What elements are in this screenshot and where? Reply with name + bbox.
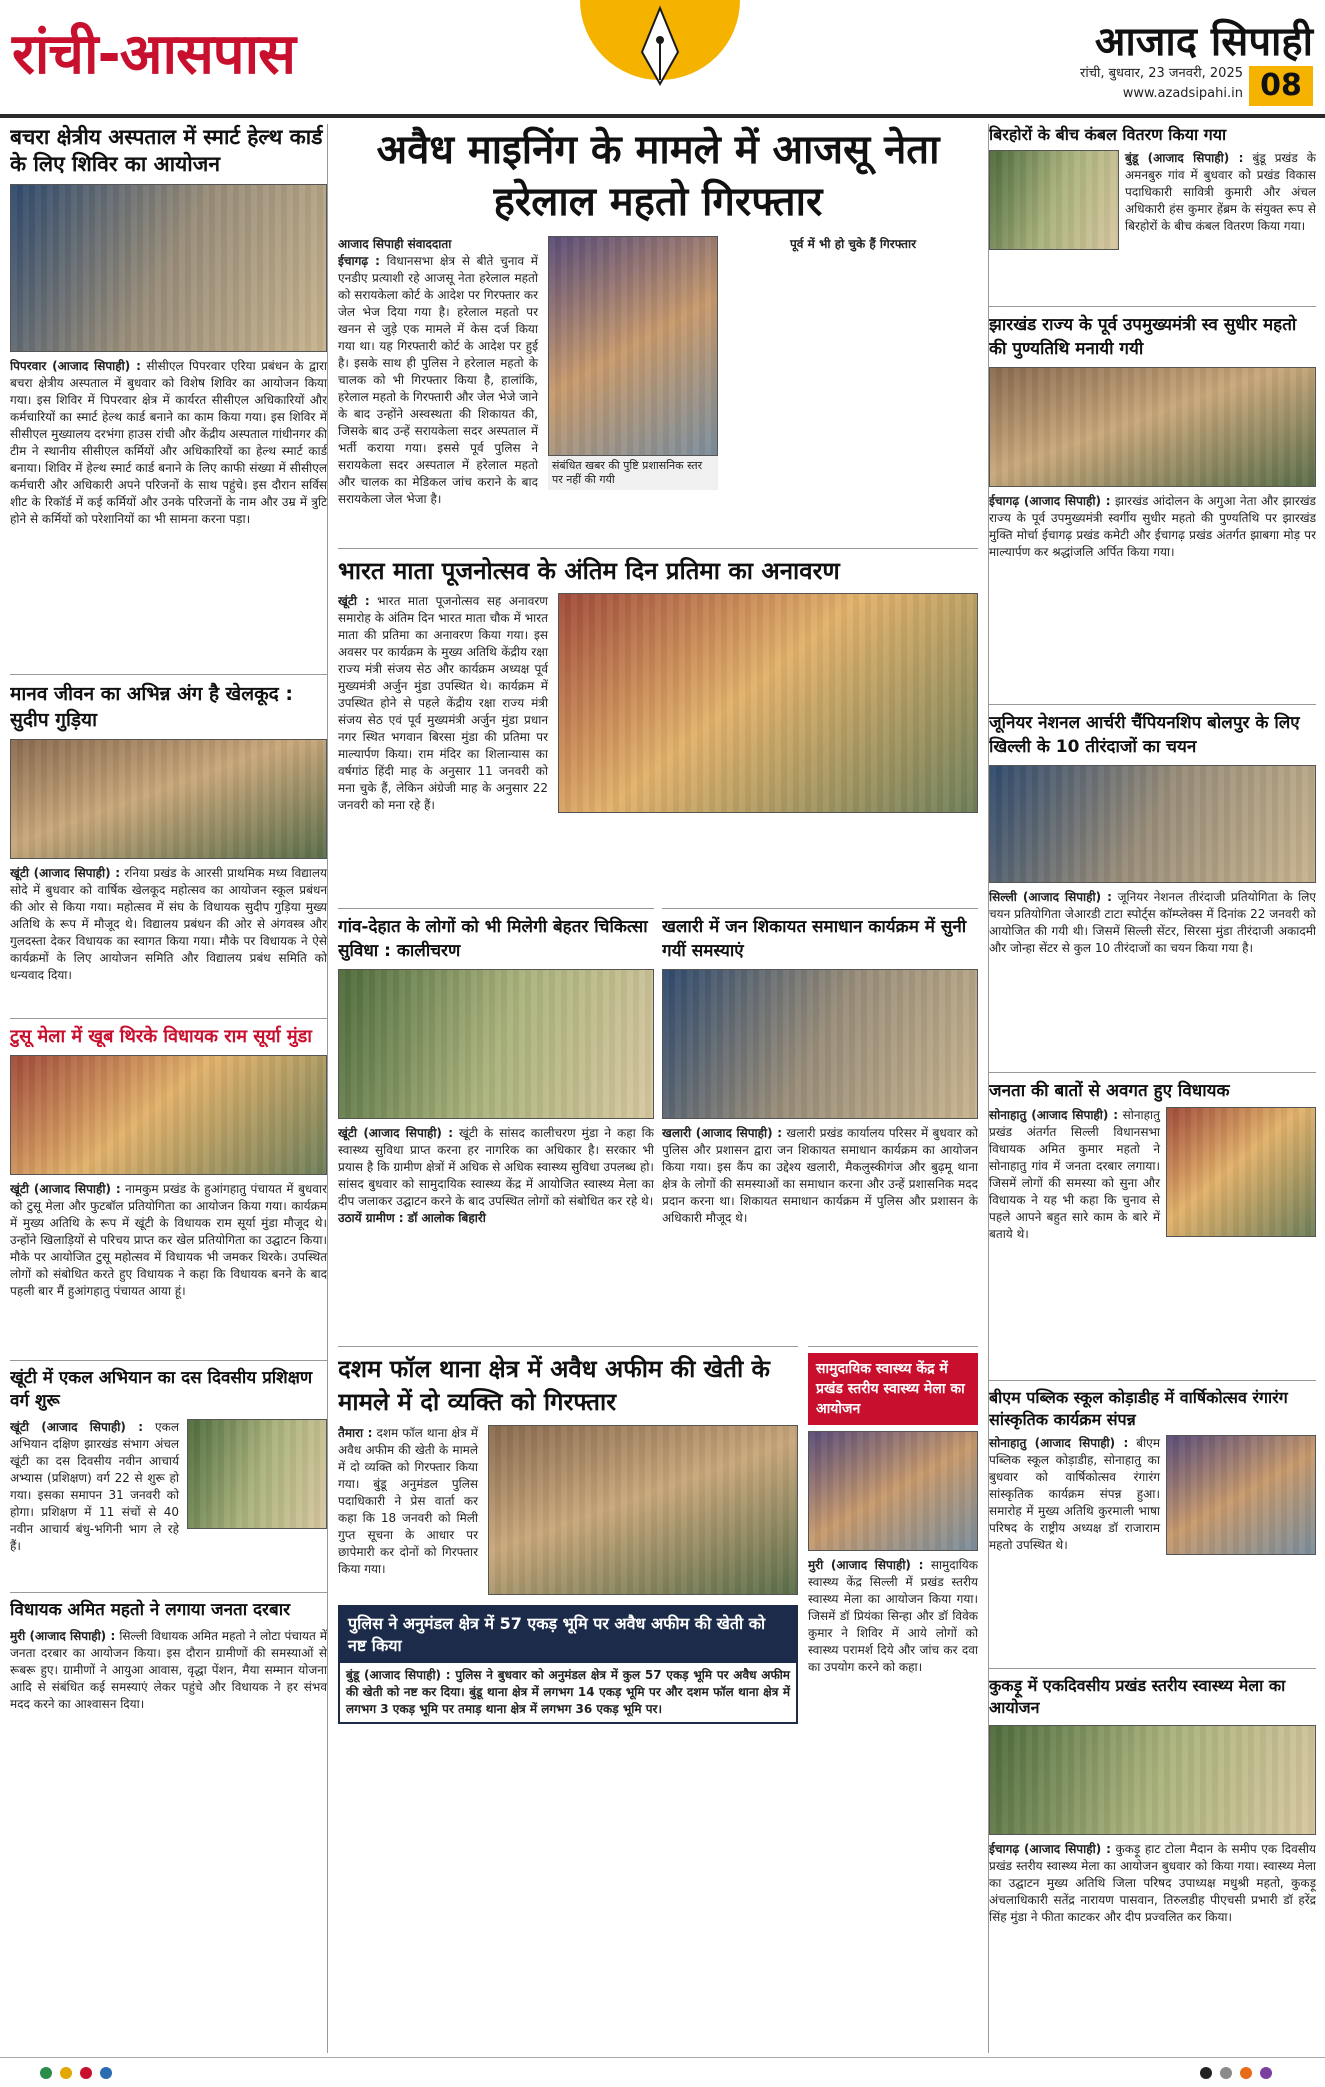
color-dot [1260, 2067, 1272, 2079]
news-photo [10, 1055, 327, 1175]
story-body: खूंटी (आजाद सिपाही) : खूंटी के सांसद कालीचरण मुंडा ने कहा कि स्वास्थ्य सुविधा प्राप्त करना हर नागरिक का अधिकार है। सरकार भी प्रयास है कि ग्रामीण क्षेत्रों में अधिक से अधिक स्वास्थ्य सुविधा उपलब्ध हो। सांसद बुधवार को सामुदायिक स्वास्थ्य केंद्र में आयोजित स्वास्थ्य मेला का दीप जलाकर उद्घाटन करने के बाद उपस्थित लोगों को संबोधित कर रहे थे। [338, 1126, 654, 1208]
pen-nib-emblem-icon [560, 0, 760, 100]
news-photo [10, 739, 327, 859]
middle-column [338, 124, 978, 2053]
news-photo [488, 1425, 798, 1595]
headline: मानव जीवन का अभिन्न अंग है खेलकूद : सुदीप गुड़िया [10, 683, 293, 731]
lead-photo [548, 236, 718, 456]
photo-caption: संबंधित खबर की पुष्टि प्रशासनिक स्तर पर नहीं की गयी [548, 456, 718, 490]
lead-story [338, 124, 978, 542]
story-ekal-training [10, 1360, 327, 1584]
box-headline: पुलिस ने अनुमंडल क्षेत्र में 57 एकड़ भूमि पर अवैध अफीम की खेती को नष्ट किया [340, 1607, 796, 1663]
left-column [10, 124, 328, 2053]
headline: बीएम पब्लिक स्कूल कोड़ाडीह में वार्षिकोत्सव रंगारंग सांस्कृतिक कार्यक्रम संपन्न [989, 1388, 1288, 1429]
lead-headline: अवैध माइनिंग के मामले में आजसू नेता हरेलाल महतो गिरफ्तार [376, 127, 940, 225]
edition-date: रांची, बुधवार, 23 जनवरी, 2025 [1080, 66, 1243, 81]
story-body: मुरी (आजाद सिपाही) : सिल्ली विधायक अमित महतो ने लोटा पंचायत में जनता दरबार का आयोजन किया। इस दौरान ग्रामीणों की समस्याओं से रूबरू हुए। ग्रामीणों ने आयुआ आवास, वृद्धा पेंशन, मैया सम्मान योजना आदि से संबंधित कई समस्याएं लेकर पहुंचे और विधायक ने हर संभव मदद करने का आश्वासन दिया। [10, 1629, 327, 1711]
news-photo [989, 765, 1316, 883]
news-photo [989, 150, 1119, 250]
headline: कुकड़ू में एकदिवसीय प्रखंड स्तरीय स्वास्थ्य मेला का आयोजन [989, 1676, 1286, 1717]
color-dot [1240, 2067, 1252, 2079]
headline: जनता की बातों से अवगत हुए विधायक [989, 1081, 1230, 1101]
color-dot [40, 2067, 52, 2079]
newspaper-name: आजाद सिपाही [1094, 19, 1313, 65]
masthead [0, 0, 1325, 118]
story-janta-baat [989, 1072, 1316, 1374]
story-kukdu-health-fair [989, 1668, 1316, 2052]
story-body: सिल्ली (आजाद सिपाही) : जूनियर नेशनल तीरंदाजी प्रतियोगिता के लिए चयन प्रतियोगिता जेआरडी टाटा स्पोर्ट्स कॉम्प्लेक्स में दिनांक 22 जनवरी को आयोजित की गयी थी। जिसमें सिल्ली सेंटर, सिरसा मुंडा तीरंदाजी अकादमी और जोन्हा सेंटर से कुल 10 तीरंदाजों का चयन किया गया है। [989, 890, 1316, 955]
subheading: पूर्व में भी हो चुके हैं गिरफ्तार [789, 237, 917, 251]
website-link[interactable]: www.azadsipahi.in [1122, 86, 1243, 101]
story-body: पिपरवार (आजाद सिपाही) : सीसीएल पिपरवार एरिया प्रबंधन के द्वारा बचरा क्षेत्रीय अस्पताल में बुधवार को विशेष शिविर का आयोजन किया गया। इस शिविर में पिपरवार क्षेत्र में कार्यरत सीसीएल अधिकारियों और कर्मचारियों का स्मार्ट हेल्थ कार्ड बनाने का काम किया गया। इस शिविर में सीसीएल मुख्यालय दरभंगा हाउस रांची और केंद्रीय अस्पताल गांधीनगर की टीम ने स्थानीय सीसीएल कर्मियों और अधिकारियों का हेल्थ स्मार्ट कार्ड बनाया। शिविर में हेल्थ स्मार्ट कार्ड बनाने के लिए काफी संख्या में सीसीएल कर्मचारी और अधिकारी अपने परिजनों के साथ पहुंचे। इस दौरान सर्विस शीट के रिकॉर्ड में कई कर्मियों और उनके परिजनों के नाम और उम्र में त्रुटि होने से कर्मियों को परेशानियों का भी सामना करना पड़ा। [10, 359, 327, 526]
headline: टुसू मेला में खूब थिरके विधायक राम सूर्या मुंडा [10, 1026, 312, 1047]
headline: जूनियर नेशनल आर्चरी चैंपियनशिप बोलपुर के लिए खिल्ली के 10 तीरंदाजों का चयन [989, 713, 1300, 757]
news-photo [1166, 1107, 1316, 1237]
story-body: ईचागढ़ : विधानसभा क्षेत्र से बीते चुनाव में एनडीए प्रत्याशी रहे आजसू नेता हरेलाल महतो को सरायकेला कोर्ट के आदेश पर गिरफ्तार कर जेल भेज दिया गया है। हरेलाल महतो पर खनन से जुड़े एक मामले में केस दर्ज किया गया था। यह गिरफ्तारी कोर्ट के आदेश पर हुई है। इसके साथ ही पुलिस ने हरेलाल महतो के चालक को भी गिरफ्तार किया है, हालांकि, हरेलाल महतो के गिरफ्तारी और जेल भेजे जाने के बाद उन्होंने अस्वस्थता की शिकायत की, जिसके बाद उन्हें सरायकेला सदर अस्पताल में भर्ती कराया गया। इससे पूर्व पुलिस ने सरायकेला सदर अस्पताल में हरेलाल महतो और चालक का मेडिकल जांच कराने के बाद सरायकेला जेल भेजा है। [338, 254, 538, 506]
story-tusu-mela [10, 1018, 327, 1352]
byline: आजाद सिपाही संवाददाता [338, 237, 452, 251]
color-dot [60, 2067, 72, 2079]
story-sudhir-mahto [989, 306, 1316, 698]
color-dot [1220, 2067, 1232, 2079]
subheading: उठायें ग्रामीण : डॉ आलोक बिहारी [338, 1211, 486, 1225]
headline: झारखंड राज्य के पूर्व उपमुख्यमंत्री स्व सुधीर महतो की पुण्यतिथि मनायी गयी [989, 315, 1297, 359]
box-body: बुंडू (आजाद सिपाही) : पुलिस ने बुधवार को अनुमंडल क्षेत्र में कुल 57 एकड़ भूमि पर अवैध अफीम की खेती को नष्ट कर दिया। बुंडू थाना क्षेत्र में लगभग 14 एकड़ भूमि पर और दशम फॉल थाना क्षेत्र में लगभग 3 एकड़ भूमि पर तमाड़ थाना क्षेत्र में लगभग 36 एकड़ भूमि पर। [346, 1668, 790, 1716]
headline: भारत माता पूजनोत्सव के अंतिम दिन प्रतिमा का अनावरण [338, 557, 840, 585]
news-photo [662, 969, 978, 1119]
color-dot [80, 2067, 92, 2079]
footer-registration-dots [0, 2057, 1325, 2087]
story-body: सोनाहातु (आजाद सिपाही) : बीएम पब्लिक स्कूल कोड़ाडीह, सोनाहातु का बुधवार को वार्षिकोत्सव रंगारंग सांस्कृतिक कार्यक्रम संपन्न हुआ। समारोह में मुख्य अतिथि कुरमाली भाषा परिषद के राष्ट्रीय अध्यक्ष डॉ राजाराम महतो उपस्थित थे। [989, 1436, 1160, 1552]
dateline-block [1080, 64, 1243, 104]
news-photo [989, 367, 1316, 487]
headline: सामुदायिक स्वास्थ्य केंद्र में प्रखंड स्तरीय स्वास्थ्य मेला का आयोजन [808, 1353, 978, 1425]
story-body: ईचागढ़ (आजाद सिपाही) : कुकड़ू हाट टोला मैदान के समीप एक दिवसीय प्रखंड स्तरीय स्वास्थ्य मेला का आयोजन बुधवार को किया गया। स्वास्थ्य मेला का उद्घाटन मुख्य अतिथि जिला परिषद उपाध्यक्ष मधुश्री महतो, कुकड़ू अंचलाधिकारी सतेंद्र नारायण पासवान, तिरुलडीह पीएचसी प्रभारी डॉ हरेंद्र सिंह मुंडा ने फीता काटकर और दीप प्रज्वलित कर किया। [989, 1842, 1316, 1924]
story-body: बुंडू (आजाद सिपाही) : बुंडू प्रखंड के अमनबुरु गांव में बुधवार को प्रखंड विकास पदाधिकारी सावित्री कुमारी और अंचल अधिकारी हंस कुमार हेंब्रम के संयुक्त रूप से बिरहोरों के बीच कंबल वितरण किया गया। [1125, 151, 1316, 233]
news-photo [338, 969, 654, 1119]
headline: विधायक अमित महतो ने लगाया जनता दरबार [10, 1600, 291, 1620]
story-body: खलारी (आजाद सिपाही) : खलारी प्रखंड कार्यालय परिसर में बुधवार को पुलिस और प्रशासन द्वारा जन शिकायत समाधान कार्यक्रम का आयोजन किया गया। इस कैंप का उद्देश्य खलारी, मैकलुस्कीगंज और बुढ़मू थाना क्षेत्र के लोगों की समस्याओं का समाधान करना और उन्हें प्रशासनिक मदद प्रदान करना था। शिकायत समाधान कार्यक्रम में पुलिस और प्रशासन के अधिकारी मौजूद थे। [662, 1126, 978, 1225]
story-khalari-grievance [662, 908, 978, 1338]
story-health-fair-khunti [338, 908, 654, 1338]
section-title: रांची-आसपास [12, 22, 295, 87]
news-photo [558, 593, 978, 813]
page-number: 08 [1249, 66, 1313, 106]
news-photo [989, 1725, 1316, 1835]
story-body: खूंटी (आजाद सिपाही) : एकल अभियान दक्षिण झारखंड संभाग अंचल खूंटी का दस दिवसीय नवीन आचार्य अभ्यास (प्रशिक्षण) वर्ग 22 से शुरू हो गया। इसका समापन 31 जनवरी को होगा। प्रशिक्षण में 11 संचों से 40 नवीन आचार्य बंधु-भगिनी भाग ले रहे हैं। [10, 1420, 179, 1553]
headline: खलारी में जन शिकायत समाधान कार्यक्रम में सुनी गयीं समस्याएं [662, 917, 967, 961]
story-body: खूंटी (आजाद सिपाही) : रनिया प्रखंड के आरसी प्राथमिक मध्य विद्यालय सोदे में बुधवार को वार्षिक खेलकूद महोत्सव का आयोजन स्कूल प्रबंधन की ओर से किया गया। महोत्सव में संघ के विधायक सुदीप गुड़िया मुख्य अतिथि के रूप में मौजूद थे। विद्यालय प्रबंधन की ओर से अंगवस्त्र और गुलदस्ता देकर विधायक का स्वागत किया गया। मौके पर विधायक ने ऐसे कार्यक्रमों के लिए आयोजन समिति और विद्यालय प्रबंध समिति को धन्यवाद दिया। [10, 866, 327, 982]
story-body: तैमारा : दशम फॉल थाना क्षेत्र में अवैध अफीम की खेती के मामले में दो व्यक्ति को गिरफ्तार किया गया। बुंडू अनुमंडल पुलिस पदाधिकारी ने प्रेस वार्ता कर कहा कि 18 जनवरी को मिली गुप्त सूचना के आधार पर छापेमारी कर दोनों को गिरफ्तार किया गया। [338, 1426, 478, 1576]
story-body: मुरी (आजाद सिपाही) : सामुदायिक स्वास्थ्य केंद्र सिल्ली में प्रखंड स्तरीय स्वास्थ्य मेला का आयोजन किया गया। जिसमें डॉ प्रियंका सिन्हा और डॉ विवेक कुमार ने शिविर में आये लोगों को स्वास्थ्य परामर्श दिये और जांच कर दवा का उपयोग करने को कहा। [808, 1558, 978, 1674]
headline: दशम फॉल थाना क्षेत्र में अवैध अफीम की खेती के मामले में दो व्यक्ति को गिरफ्तार [338, 1355, 770, 1416]
news-photo [187, 1419, 327, 1529]
story-smart-health-card [10, 124, 327, 666]
story-body: खूंटी (आजाद सिपाही) : नामकुम प्रखंड के हुआंगहातु पंचायत में बुधवार को टुसू मेला और फुटबॉल प्रतियोगिता का आयोजन किया गया। कार्यक्रम में मुख्य अतिथि के रूप में खूंटी के विधायक राम सूर्या मुंडा मौजूद थे। उन्होंने खिलाड़ियों से परिचय प्राप्त कर खेल प्रतियोगिता का उद्घाटन किया। मौके पर आयोजित टुसू महोत्सव में विधायक भी जमकर थिरके। उपस्थित लोगों को संबोधित करते हुए विधायक ने कहा कि विधायक बनने के बाद पहली बार मैं हुआंगहातु पंचायत आया हूं। [10, 1182, 327, 1298]
story-health-fair-muri [808, 1346, 978, 2052]
story-body: खूंटी : भारत माता पूजनोत्सव सह अनावरण समारोह के अंतिम दिन भारत माता चौक में भारत माता की प्रतिमा का अनावरण किया गया। इस अवसर पर कार्यक्रम के मुख्य अतिथि केंद्रीय रक्षा राज्य मंत्री संजय सेठ और कार्यक्रम अध्यक्ष पूर्व मुख्यमंत्री अर्जुन मुंडा उपस्थित थे। कार्यक्रम में उपस्थित होने से पहले केंद्रीय रक्षा राज्य मंत्री संजय सेठ एवं पूर्व मुख्यमंत्री अर्जुन मुंडा प्रधान नगर स्थित भगवान बिरसा मुंडा की प्रतिमा पर माल्यार्पण किया। राम मंदिर का शिलान्यास का वर्षगांठ हिंदी माह के अनुसार 11 जनवरी को मना चुके हैं, लेकिन अंग्रेजी माह के अनुसार 22 जनवरी को मना रहे हैं। [338, 594, 548, 812]
story-blanket-distribution [989, 124, 1316, 300]
color-dot [100, 2067, 112, 2079]
story-body: ईचागढ़ (आजाद सिपाही) : झारखंड आंदोलन के अगुआ नेता और झारखंड राज्य के पूर्व उपमुख्यमंत्री स्वर्गीय सुधीर महतो की पुण्यतिथि पर झारखंड मुक्ति मोर्चा ईचागढ़ प्रखंड कमेटी और ईचागढ़ प्रखंड अंतर्गत झाबगा मोड़ पर माल्यार्पण कर श्रद्धांजलि अर्पित किया गया। [989, 494, 1316, 559]
story-opium-arrest [338, 1346, 798, 2052]
story-sports-festival [10, 674, 327, 1010]
headline: खूंटी में एकल अभियान का दस दिवसीय प्रशिक्षण वर्ग शुरू [10, 1368, 313, 1411]
headline: बचरा क्षेत्रीय अस्पताल में स्मार्ट हेल्थ कार्ड के लिए शिविर का आयोजन [10, 125, 323, 176]
story-bharat-mata [338, 548, 978, 900]
story-janta-darbar [10, 1592, 327, 2052]
story-archery-selection [989, 704, 1316, 1066]
color-dot [1200, 2067, 1212, 2079]
headline: गांव-देहात के लोगों को भी मिलेगी बेहतर चिकित्सा सुविधा : कालीचरण [338, 917, 648, 961]
story-body: सोनाहातु (आजाद सिपाही) : सोनाहातु प्रखंड अंतर्गत सिल्ली विधानसभा विधायक अमित कुमार महतो ने सोनाहातु गांव में जनता दरबार लगाया। जिसमें लोगों की समस्या को सुना और विधायक ने यह भी कहा कि चुनाव से पहले आपने बहुत सारे काम के बारे में बताये थे। [989, 1108, 1160, 1241]
right-column [988, 124, 1316, 2053]
headline: बिरहोरों के बीच कंबल वितरण किया गया [989, 125, 1227, 144]
news-photo [10, 184, 327, 352]
boxed-story [338, 1605, 798, 1724]
news-photo [808, 1431, 978, 1551]
news-photo [1166, 1435, 1316, 1555]
story-bm-school [989, 1380, 1316, 1662]
